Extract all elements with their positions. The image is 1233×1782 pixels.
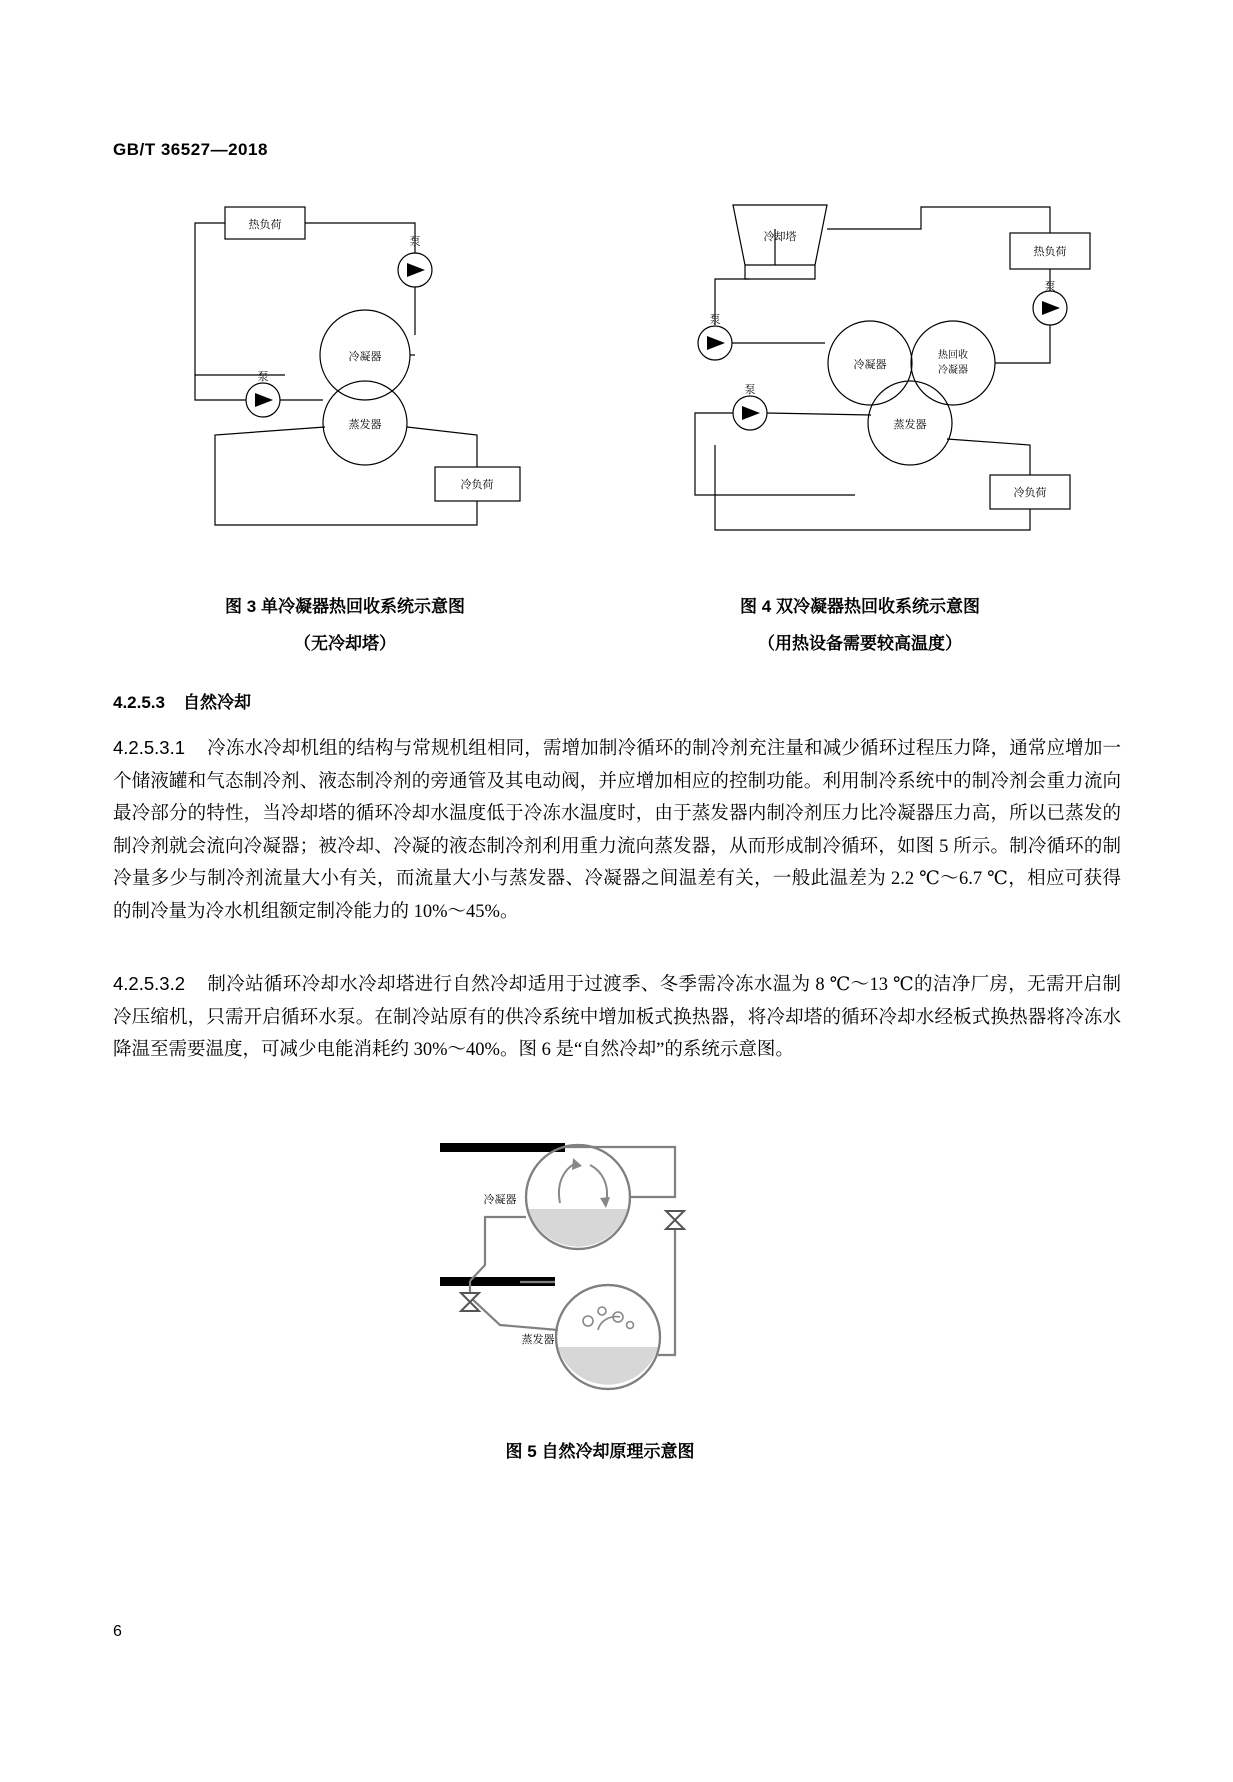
figure-4-label-pump-right: 泵 xyxy=(1044,281,1056,293)
figure-4-label-condenser: 冷凝器 xyxy=(853,359,887,371)
figure-3-caption: 图 3 单冷凝器热回收系统示意图 xyxy=(225,597,465,616)
paragraph-body: 冷冻水冷却机组的结构与常规机组相同，需增加制冷循环的制冷剂充注量和减少循环过程压力降，通常应增加一个储液罐和气态制冷剂、液态制冷剂的旁通管及其电动阀，并应增加相应的控制功能。利用制冷系统中的制冷剂会重力流向最冷部分的特性，当冷却塔的循环冷却水温度低于冷冻水温度时，由于蒸发器内制冷剂压力比冷凝器压力高，所以已蒸发的制冷剂就会流向冷凝器；被冷却、冷凝的液态制冷剂利用重力流向蒸发器，从而形成制冷循环，如图 5 所示。制冷循环的制冷量多少与制冷剂流量大小有关，而流量大小与蒸发器、冷凝器之间温差有关，一般此温差为 2.2 ℃～6.7 ℃，相应可获得的制冷量为冷水机组额定制冷能力的 10%～45%。 xyxy=(113,739,1121,922)
figure-4-label-cold-load: 冷负荷 xyxy=(1013,487,1047,499)
figure-4-label-heat-recovery-condenser-line2: 冷凝器 xyxy=(938,365,968,376)
figure-5-caption-block xyxy=(360,1437,840,1462)
figure-4-subcaption: （用热设备需要较高温度） xyxy=(758,634,962,653)
paragraph-index: 4.2.5.3.2 xyxy=(113,973,186,994)
figure-5-label-condenser: 冷凝器 xyxy=(483,1194,517,1206)
figure-5-label-evaporator: 蒸发器 xyxy=(521,1334,555,1346)
figure-4-label-evaporator: 蒸发器 xyxy=(893,419,927,431)
page-number: 6 xyxy=(113,1623,122,1640)
figure-3-diagram xyxy=(185,195,605,555)
figure-4-label-cooling-tower: 冷却塔 xyxy=(763,231,797,243)
figure-4-label-pump-left-upper: 泵 xyxy=(709,314,721,326)
section-heading xyxy=(113,688,251,713)
figure-5-caption: 图 5 自然冷却原理示意图 xyxy=(505,1442,695,1461)
figure-3-caption-block xyxy=(110,592,580,654)
figure-3-label-condenser: 冷凝器 xyxy=(348,351,382,363)
paragraph-index: 4.2.5.3.1 xyxy=(113,737,186,758)
figure-3-label-heat-load: 热负荷 xyxy=(248,219,282,231)
figures-row xyxy=(110,195,1120,595)
paragraph-body: 制冷站循环冷却水冷却塔进行自然冷却适用于过渡季、冬季需冷冻水温为 8 ℃～13 ℃的洁净厂房，无需开启制冷压缩机，只需开启循环水泵。在制冷站原有的供冷系统中增加板式换热器，将冷却塔的循环冷却水经板式换热器将冷冻水降温至需要温度，可减少电能消耗约 30%～40%。图 6 是“自然冷却”的系统示意图。 xyxy=(113,975,1121,1060)
figure-4-label-pump-left-lower: 泵 xyxy=(744,384,756,396)
section-number: 4.2.5.3 xyxy=(113,693,165,712)
paragraph-4-2-5-3-2 xyxy=(113,968,1121,1067)
figure-4-caption-block xyxy=(620,592,1100,654)
figure-4-label-heat-recovery-condenser-line1: 热回收 xyxy=(938,350,968,361)
section-title: 自然冷却 xyxy=(183,693,251,712)
figure-4-caption: 图 4 双冷凝器热回收系统示意图 xyxy=(740,597,980,616)
page-header-standard-number: GB/T 36527—2018 xyxy=(113,140,268,159)
figure-3-label-cold-load: 冷负荷 xyxy=(460,479,494,491)
figure-3-subcaption: （无冷却塔） xyxy=(294,634,396,653)
figure-3-label-evaporator: 蒸发器 xyxy=(348,419,382,431)
figure-4-diagram xyxy=(675,195,1115,555)
figure-3-label-pump-left: 泵 xyxy=(257,371,269,383)
figure-4-label-heat-load: 热负荷 xyxy=(1033,246,1067,258)
paragraph-4-2-5-3-1 xyxy=(113,732,1121,928)
figure-3-label-pump-top: 泵 xyxy=(409,236,421,248)
figure-5-diagram xyxy=(430,1125,760,1410)
